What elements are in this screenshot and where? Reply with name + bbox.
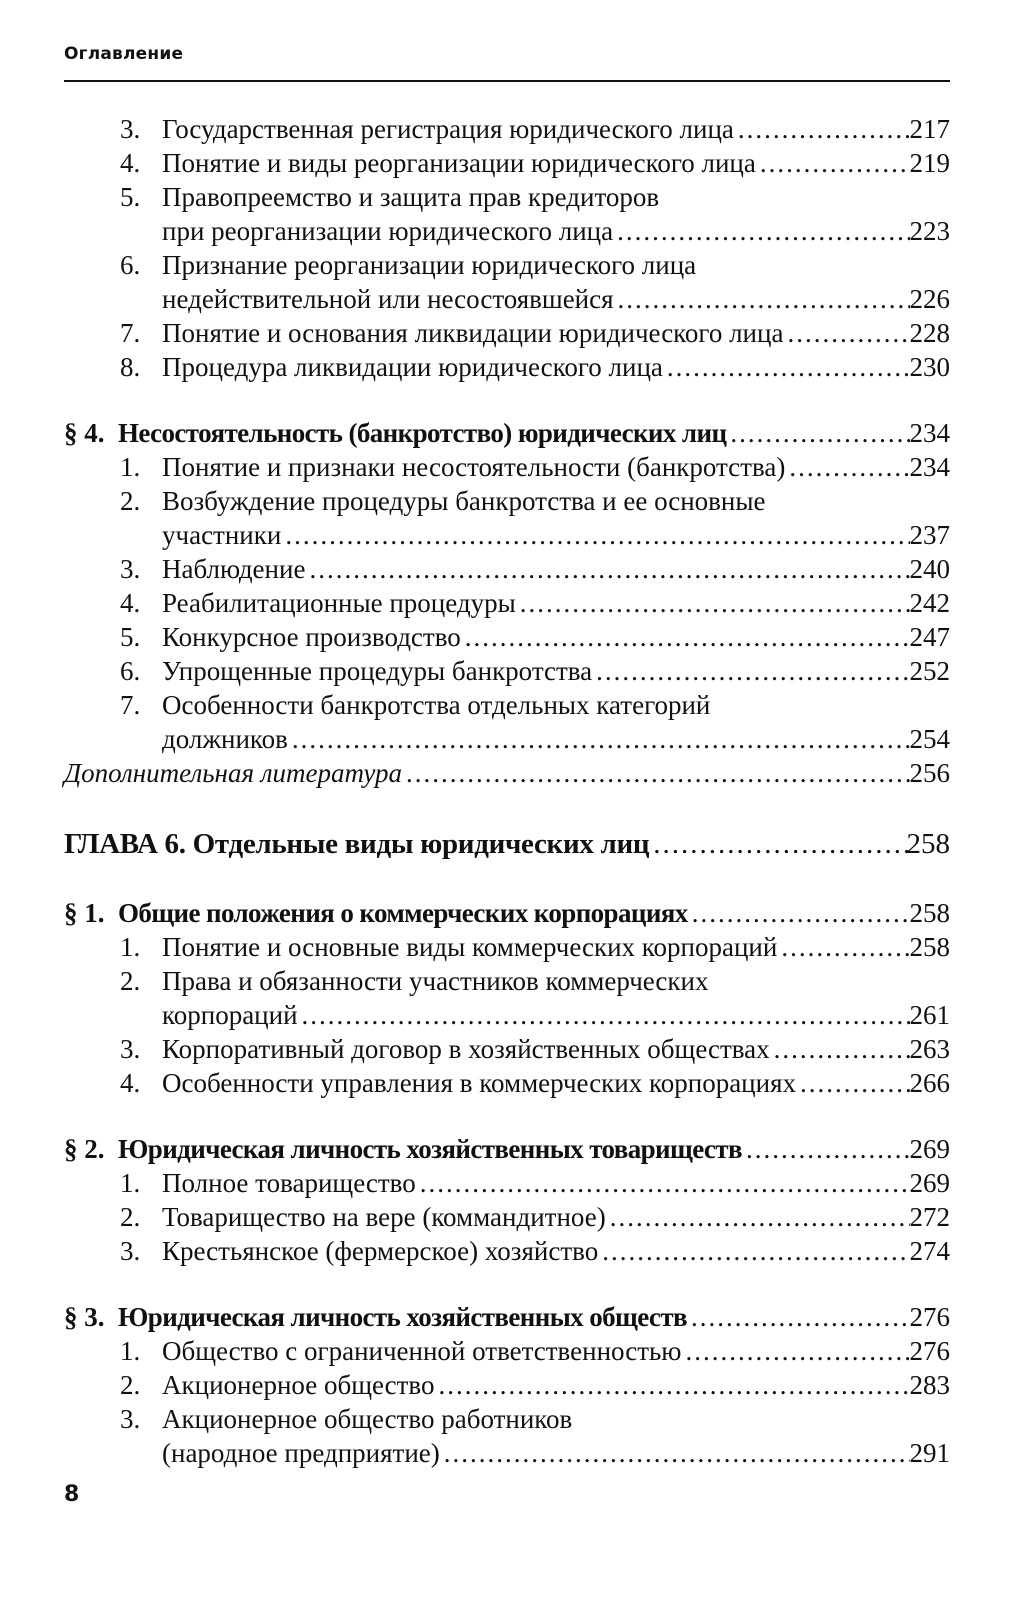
toc-page-number: 276 <box>909 1302 950 1332</box>
toc-entry-number: 1. <box>120 932 141 962</box>
toc-entry-title: Общество с ограниченной ответственностью <box>162 1336 682 1366</box>
toc-entry-title-wrap <box>118 1132 910 1166</box>
toc-entry[interactable] <box>0 316 1028 350</box>
toc-entry-number: 2. <box>120 1202 141 1232</box>
toc-entry-title: Несостоятельность (банкротство) юридических лиц <box>118 418 727 448</box>
toc-entry-number: 4. <box>120 588 141 618</box>
dot-leader <box>602 1234 910 1268</box>
toc-entry-title-wrap <box>162 146 910 180</box>
toc-entry-title: Особенности управления в коммерческих корпорациях <box>162 1068 796 1098</box>
toc-entry[interactable] <box>0 688 1028 722</box>
toc-entry-continuation[interactable] <box>0 1436 1028 1470</box>
toc-entry-title: Государственная регистрация юридического лица <box>162 114 734 144</box>
dot-leader <box>789 450 910 484</box>
toc-entry-number: 3. <box>120 1034 141 1064</box>
toc-entry-title: Полное товарищество <box>162 1168 416 1198</box>
toc-page-number: 254 <box>909 724 950 754</box>
toc-entry-title-wrap <box>64 824 910 864</box>
toc-page-number: 283 <box>909 1370 950 1400</box>
toc-entry-title-wrap <box>162 1436 910 1470</box>
dot-leader <box>787 316 910 350</box>
toc-page-number: 240 <box>909 554 950 584</box>
dot-leader <box>760 146 910 180</box>
toc-page-number: 258 <box>909 932 950 962</box>
dot-leader <box>617 214 910 248</box>
toc-section-heading[interactable] <box>0 896 1028 930</box>
toc-entry-number: § 1. <box>64 898 105 928</box>
toc-entry-continuation[interactable] <box>0 998 1028 1032</box>
toc-entry-title-wrap <box>162 688 950 722</box>
toc-entry-title: Юридическая личность хозяйственных товариществ <box>118 1134 742 1164</box>
toc-entry-title: участники <box>162 520 282 550</box>
toc-entry[interactable] <box>0 1334 1028 1368</box>
toc-entry-number: 3. <box>120 1236 141 1266</box>
toc-entry-number: 5. <box>120 182 141 212</box>
toc-entry-title-wrap <box>162 964 950 998</box>
dot-leader <box>781 930 910 964</box>
dot-leader <box>292 722 910 756</box>
page-number: 8 <box>64 1482 80 1507</box>
toc-entry-number: 3. <box>120 114 141 144</box>
toc-entry-continuation[interactable] <box>0 282 1028 316</box>
toc-page-number: 266 <box>909 1068 950 1098</box>
toc-entry-title: Возбуждение процедуры банкротства и ее основные <box>162 486 766 516</box>
toc-entry-title-wrap <box>162 552 910 586</box>
toc-page-number: 228 <box>909 318 950 348</box>
toc-entry-title: Товарищество на вере (коммандитное) <box>162 1202 606 1232</box>
toc-entry-title: Упрощенные процедуры банкротства <box>162 656 593 686</box>
toc-entry-number: 2. <box>120 1370 141 1400</box>
toc-page-number: 252 <box>909 656 950 686</box>
toc-entry[interactable] <box>0 248 1028 282</box>
dot-leader <box>618 282 910 316</box>
toc-entry-number: 2. <box>120 486 141 516</box>
header-rule <box>64 80 950 82</box>
toc-page-number: 256 <box>909 758 950 788</box>
toc-entry[interactable] <box>0 586 1028 620</box>
dot-leader <box>685 1334 910 1368</box>
toc-entry-title: Корпоративный договор в хозяйственных обществах <box>162 1034 770 1064</box>
toc-entry-number: 4. <box>120 1068 141 1098</box>
toc-entry-title-wrap <box>162 1368 910 1402</box>
toc-entry-title-wrap <box>118 896 910 930</box>
toc-section-heading[interactable] <box>0 416 1028 450</box>
toc-page-number: 258 <box>906 828 950 860</box>
dot-leader <box>465 620 910 654</box>
dot-leader <box>610 1200 910 1234</box>
toc-entry-continuation[interactable] <box>0 722 1028 756</box>
toc-page-number: 276 <box>909 1336 950 1366</box>
toc-entry-number: 3. <box>120 554 141 584</box>
toc-page-number: 217 <box>909 114 950 144</box>
toc-entry[interactable] <box>0 484 1028 518</box>
toc-entry-title-wrap <box>162 930 910 964</box>
dot-leader <box>596 654 910 688</box>
toc-entry-title-wrap <box>64 756 910 790</box>
toc-entry-title: при реорганизации юридического лица <box>162 216 614 246</box>
toc-entry[interactable] <box>0 552 1028 586</box>
toc-entry-title-wrap <box>162 998 910 1032</box>
toc-entry-number: § 4. <box>64 418 105 448</box>
dot-leader <box>302 998 910 1032</box>
toc-entry-title-wrap <box>162 722 910 756</box>
toc-page-number: 291 <box>909 1438 950 1468</box>
toc-entry-continuation[interactable] <box>0 214 1028 248</box>
toc-entry-title-wrap <box>162 450 910 484</box>
toc-page-number: 226 <box>909 284 950 314</box>
toc-page-number: 274 <box>909 1236 950 1266</box>
toc-entry-title-wrap <box>162 282 910 316</box>
toc-entry-title: Реабилитационные процедуры <box>162 588 516 618</box>
dot-leader <box>653 824 910 864</box>
toc-entry-title-wrap <box>162 1166 910 1200</box>
toc-entry-title-wrap <box>162 1402 950 1436</box>
toc-entry-title: Признание реорганизации юридического лица <box>162 250 697 280</box>
toc-entry[interactable] <box>0 1402 1028 1436</box>
toc-entry[interactable] <box>0 1032 1028 1066</box>
running-head: Оглавление <box>64 44 184 64</box>
toc-entry-title-wrap <box>118 1300 910 1334</box>
dot-leader <box>439 1368 911 1402</box>
toc-entry-title-wrap <box>162 1032 910 1066</box>
toc-entry-title-wrap <box>162 1200 910 1234</box>
toc-entry-title: Юридическая личность хозяйственных обществ <box>118 1302 687 1332</box>
toc-page-number: 247 <box>909 622 950 652</box>
toc-entry-title: Общие положения о коммерческих корпорациях <box>118 898 688 928</box>
toc-entry-continuation[interactable] <box>0 518 1028 552</box>
toc-entry-title: ГЛАВА 6. Отдельные виды юридических лиц <box>64 828 650 860</box>
dot-leader <box>406 756 910 790</box>
toc-entry-title: Понятие и признаки несостоятельности (банкротства) <box>162 452 786 482</box>
toc-spacer <box>0 790 1028 824</box>
toc-entry-number: 3. <box>120 1404 141 1434</box>
toc-entry[interactable] <box>0 1066 1028 1100</box>
toc-entry-number: 7. <box>120 690 141 720</box>
toc-entry-title: Понятие и основные виды коммерческих корпораций <box>162 932 778 962</box>
dot-leader <box>520 586 910 620</box>
toc-page-number: 223 <box>909 216 950 246</box>
toc-entry-title: Акционерное общество <box>162 1370 435 1400</box>
toc-entry-title-wrap <box>162 620 910 654</box>
dot-leader <box>730 416 910 450</box>
toc-page-number: 234 <box>909 452 950 482</box>
toc-entry-title-wrap <box>162 1234 910 1268</box>
toc-page-number: 269 <box>909 1134 950 1164</box>
toc-entry-title: Конкурсное производство <box>162 622 461 652</box>
toc-entry[interactable] <box>0 180 1028 214</box>
toc-page-number: 234 <box>909 418 950 448</box>
toc-spacer <box>0 1268 1028 1300</box>
toc-entry-title: Акционерное общество работников <box>162 1404 573 1434</box>
toc-entry-title: Правопреемство и защита прав кредиторов <box>162 182 660 212</box>
dot-leader <box>285 518 910 552</box>
dot-leader <box>746 1132 910 1166</box>
toc-entry-number: 1. <box>120 1168 141 1198</box>
dot-leader <box>444 1436 910 1470</box>
toc-spacer <box>0 1100 1028 1132</box>
toc-page-number: 269 <box>909 1168 950 1198</box>
toc-entry[interactable] <box>0 620 1028 654</box>
toc-entry[interactable] <box>0 112 1028 146</box>
toc-entry-number: 5. <box>120 622 141 652</box>
toc-entry[interactable] <box>0 1166 1028 1200</box>
toc-chapter-heading[interactable] <box>0 824 1028 864</box>
toc-entry-title-wrap <box>162 484 950 518</box>
toc-page-number: 261 <box>909 1000 950 1030</box>
toc-page-number: 237 <box>909 520 950 550</box>
toc-entry[interactable] <box>0 1368 1028 1402</box>
toc-entry-number: 6. <box>120 656 141 686</box>
toc-entry-title: Понятие и виды реорганизации юридического лица <box>162 148 756 178</box>
dot-leader <box>691 1300 910 1334</box>
toc-entry-title: недействительной или несостоявшейся <box>162 284 614 314</box>
toc-entry[interactable] <box>0 450 1028 484</box>
toc-entry-title-wrap <box>162 316 910 350</box>
toc-entry-number: 1. <box>120 452 141 482</box>
toc-entry-title: Процедура ликвидации юридического лица <box>162 352 663 382</box>
toc-page-number: 272 <box>909 1202 950 1232</box>
toc-literature-entry[interactable] <box>0 756 1028 790</box>
dot-leader <box>800 1066 910 1100</box>
toc-entry[interactable] <box>0 930 1028 964</box>
toc-entry-title: Особенности банкротства отдельных категорий <box>162 690 711 720</box>
toc-entry-title-wrap <box>162 112 910 146</box>
toc-spacer <box>0 384 1028 416</box>
toc-entry-title-wrap <box>118 416 910 450</box>
dot-leader <box>774 1032 910 1066</box>
toc-page-number: 258 <box>909 898 950 928</box>
toc-entry-number: 4. <box>120 148 141 178</box>
toc-entry-title-wrap <box>162 518 910 552</box>
dot-leader <box>692 896 910 930</box>
dot-leader <box>738 112 910 146</box>
toc-entry-number: 7. <box>120 318 141 348</box>
toc-entry-number: § 3. <box>64 1302 105 1332</box>
toc-entry-title-wrap <box>162 654 910 688</box>
toc-entry-title: Понятие и основания ликвидации юридического лица <box>162 318 784 348</box>
toc-entry-title-wrap <box>162 214 910 248</box>
toc-entry-title: Крестьянское (фермерское) хозяйство <box>162 1236 599 1266</box>
toc-entry-number: 2. <box>120 966 141 996</box>
toc-entry-title-wrap <box>162 586 910 620</box>
toc-entry-title: корпораций <box>162 1000 298 1030</box>
toc-entry-title-wrap <box>162 248 950 282</box>
toc-section-heading[interactable] <box>0 1300 1028 1334</box>
dot-leader <box>667 350 910 384</box>
table-of-contents <box>0 112 1028 1470</box>
toc-page-number: 230 <box>909 352 950 382</box>
toc-entry-number: 6. <box>120 250 141 280</box>
toc-entry[interactable] <box>0 1234 1028 1268</box>
toc-entry-title: Наблюдение <box>162 554 306 584</box>
dot-leader <box>420 1166 910 1200</box>
toc-page-number: 263 <box>909 1034 950 1064</box>
toc-entry[interactable] <box>0 654 1028 688</box>
toc-entry-title: Дополнительная литература <box>64 758 402 788</box>
toc-page-number: 242 <box>909 588 950 618</box>
toc-entry-number: 8. <box>120 352 141 382</box>
toc-entry-title-wrap <box>162 1334 910 1368</box>
toc-entry-title: Права и обязанности участников коммерческих <box>162 966 709 996</box>
toc-entry[interactable] <box>0 1200 1028 1234</box>
toc-entry[interactable] <box>0 964 1028 998</box>
toc-entry-number: § 2. <box>64 1134 105 1164</box>
toc-spacer <box>0 864 1028 896</box>
toc-entry-title: (народное предприятие) <box>162 1438 440 1468</box>
toc-entry[interactable] <box>0 146 1028 180</box>
toc-entry-title-wrap <box>162 1066 910 1100</box>
toc-entry-title-wrap <box>162 350 910 384</box>
toc-page-number: 219 <box>909 148 950 178</box>
dot-leader <box>309 552 910 586</box>
toc-entry-title: должников <box>162 724 288 754</box>
toc-entry-title-wrap <box>162 180 950 214</box>
toc-entry[interactable] <box>0 350 1028 384</box>
toc-section-heading[interactable] <box>0 1132 1028 1166</box>
toc-entry-number: 1. <box>120 1336 141 1366</box>
